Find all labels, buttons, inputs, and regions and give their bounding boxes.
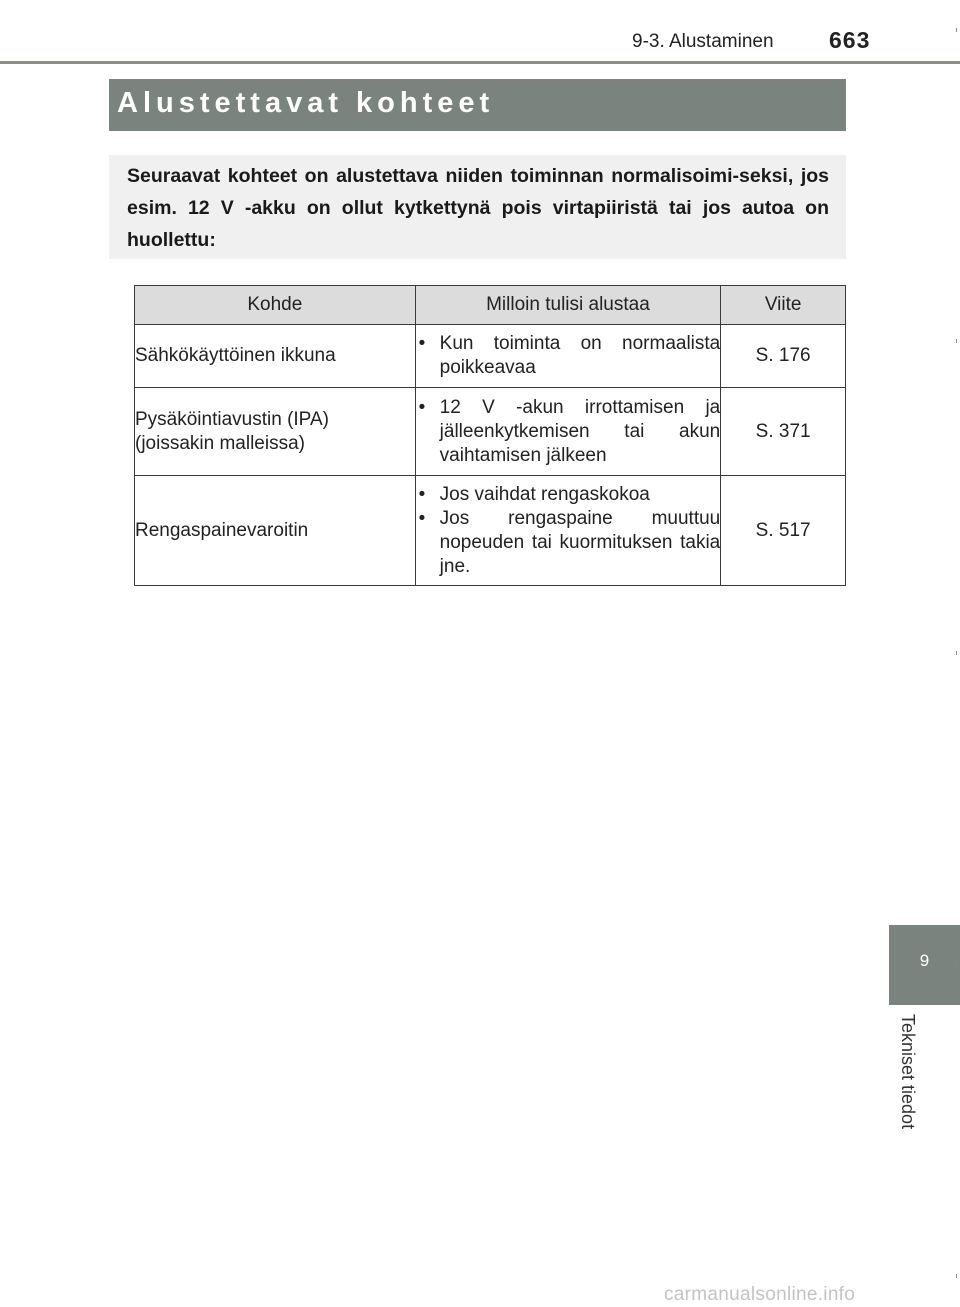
reference-cell: S. 176 [721,325,846,388]
item-name: Rengaspainevaroitin [135,519,309,541]
when-cell [415,325,721,388]
chapter-label: Tekniset tiedot [898,1014,918,1130]
table-row [135,325,846,388]
section-heading: 9-3. Alustaminen [632,31,774,52]
intro-text: Seuraavat kohteet on alustettava niiden toiminnan normalisoimi-seksi, jos esim. 12 V -akku on ollut kytkettynä pois virtapiiristä tai jos autoa on huollettu: [127,165,829,251]
intro-box [109,155,846,259]
column-header-item: Kohde [135,286,416,325]
chapter-tab [889,925,960,1005]
list-item: • Kun toiminta on normaalista poikkeavaa [416,332,721,380]
item-name: Pysäköintiavustin (IPA) [135,408,329,430]
reset-items-table [134,285,846,586]
crop-mark [956,339,957,343]
item-cell [135,325,416,388]
item-cell [135,476,416,586]
when-cell [415,388,721,476]
item-cell [135,388,416,476]
page-title: Alustettavat kohteet [117,87,495,119]
page-number: 663 [829,27,871,53]
crop-mark [956,1274,957,1278]
crop-mark [956,651,957,655]
item-note: (joissakin malleissa) [135,432,305,454]
chapter-number: 9 [919,951,930,970]
table-header-row [135,286,846,325]
table-row [135,476,846,586]
list-item: • 12 V -akun irrottamisen ja jälleenkytkemisen tai akun vaihtamisen jälkeen [416,396,721,468]
crop-mark [956,963,957,967]
table-row [135,388,846,476]
list-item: • Jos rengaspaine muuttuu nopeuden tai kuormituksen takia jne. [416,507,721,579]
when-cell [415,476,721,586]
title-bar [109,79,846,131]
column-header-reference: Viite [721,286,846,325]
reference-cell: S. 371 [721,388,846,476]
crop-mark [956,28,957,32]
watermark: carmanualsonline.info [664,1284,856,1305]
header-divider [0,61,960,64]
item-name: Sähkökäyttöinen ikkuna [135,345,336,366]
list-item: • Jos vaihdat rengaskokoa [416,483,721,507]
reference-cell: S. 517 [721,476,846,586]
column-header-when: Milloin tulisi alustaa [415,286,721,325]
